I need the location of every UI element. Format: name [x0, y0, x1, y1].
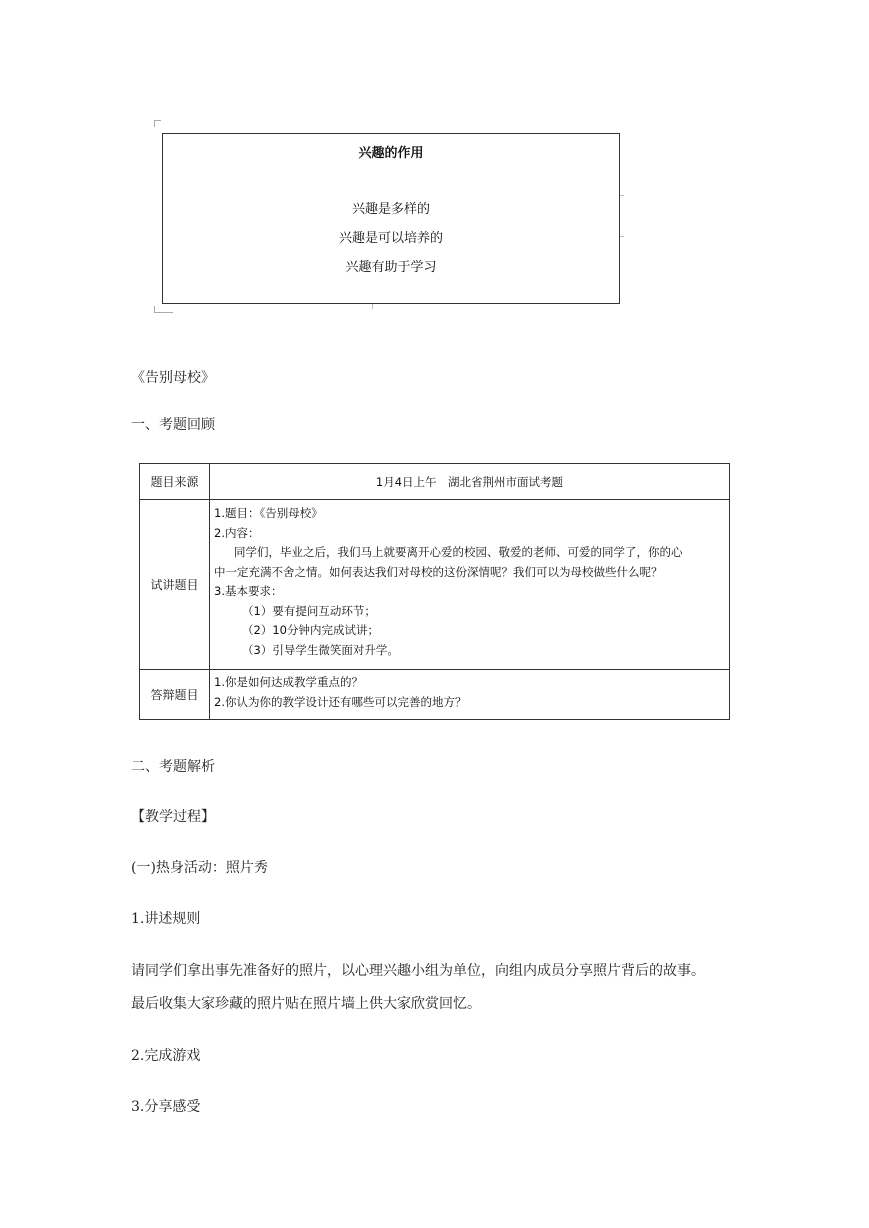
- step-heading: 1.讲述规则: [131, 911, 201, 927]
- table-row: [140, 464, 730, 500]
- defense-line: 1.你是如何达成教学重点的？: [214, 675, 363, 689]
- source-label-cell: 题目来源: [140, 464, 210, 500]
- figure-corner-mark: [154, 120, 161, 127]
- trial-line: （3）引导学生微笑面对升学。: [242, 642, 399, 657]
- table-row: [140, 670, 730, 720]
- source-value-cell: 1月4日上午 湖北省荆州市面试考题: [210, 464, 730, 500]
- warmup-heading: (一)热身活动：照片秀: [131, 860, 268, 876]
- teaching-process-heading: 【教学过程】: [131, 809, 215, 825]
- figure-edge-mark: [620, 236, 624, 237]
- rule-paragraph-line: 请同学们拿出事先准备好的照片，以心理兴趣小组为单位，向组内成员分享照片背后的故事。: [131, 963, 705, 979]
- section-heading-review: 一、考题回顾: [131, 417, 215, 433]
- trial-line: 3.基本要求：: [214, 584, 283, 598]
- figure-line: 兴趣有助于学习: [345, 260, 437, 275]
- section-heading-analysis: 二、考题解析: [131, 759, 215, 775]
- trial-content-cell: [210, 500, 730, 670]
- lesson-title: 《告别母校》: [131, 370, 215, 386]
- table-row: [140, 500, 730, 670]
- exam-question-table: [139, 463, 730, 720]
- defense-content-cell: [210, 670, 730, 720]
- trial-line: （1）要有提问互动环节；: [242, 603, 376, 618]
- trial-line: 同学们，毕业之后，我们马上就要离开心爱的校园、敬爱的老师、可爱的同学了，你的心: [234, 545, 683, 559]
- figure-line: 兴趣是多样的: [351, 202, 430, 217]
- figure-edge-mark: [372, 304, 373, 309]
- trial-label-cell: 试讲题目: [140, 500, 210, 670]
- defense-label-cell: 答辩题目: [140, 670, 210, 720]
- step-heading: 3.分享感受: [131, 1099, 201, 1115]
- figure-edge-mark: [620, 195, 624, 196]
- figure-corner-mark: [154, 306, 173, 313]
- trial-line: 1.题目：《告别母校》: [214, 506, 323, 520]
- rule-paragraph-line: 最后收集大家珍藏的照片贴在照片墙上供大家欣赏回忆。: [131, 996, 481, 1012]
- figure-line: 兴趣是可以培养的: [338, 231, 443, 246]
- trial-line: （2）10分钟内完成试讲；: [242, 623, 379, 637]
- figure-title: 兴趣的作用: [358, 146, 424, 161]
- interest-figure-box: [162, 133, 620, 304]
- trial-line: 中一定充满不舍之情。如何表达我们对母校的这份深情呢？我们可以为母校做些什么呢？: [214, 564, 663, 579]
- step-heading: 2.完成游戏: [131, 1048, 201, 1064]
- trial-line: 2.内容：: [214, 525, 260, 540]
- defense-line: 2.你认为你的教学设计还有哪些可以完善的地方？: [214, 694, 467, 709]
